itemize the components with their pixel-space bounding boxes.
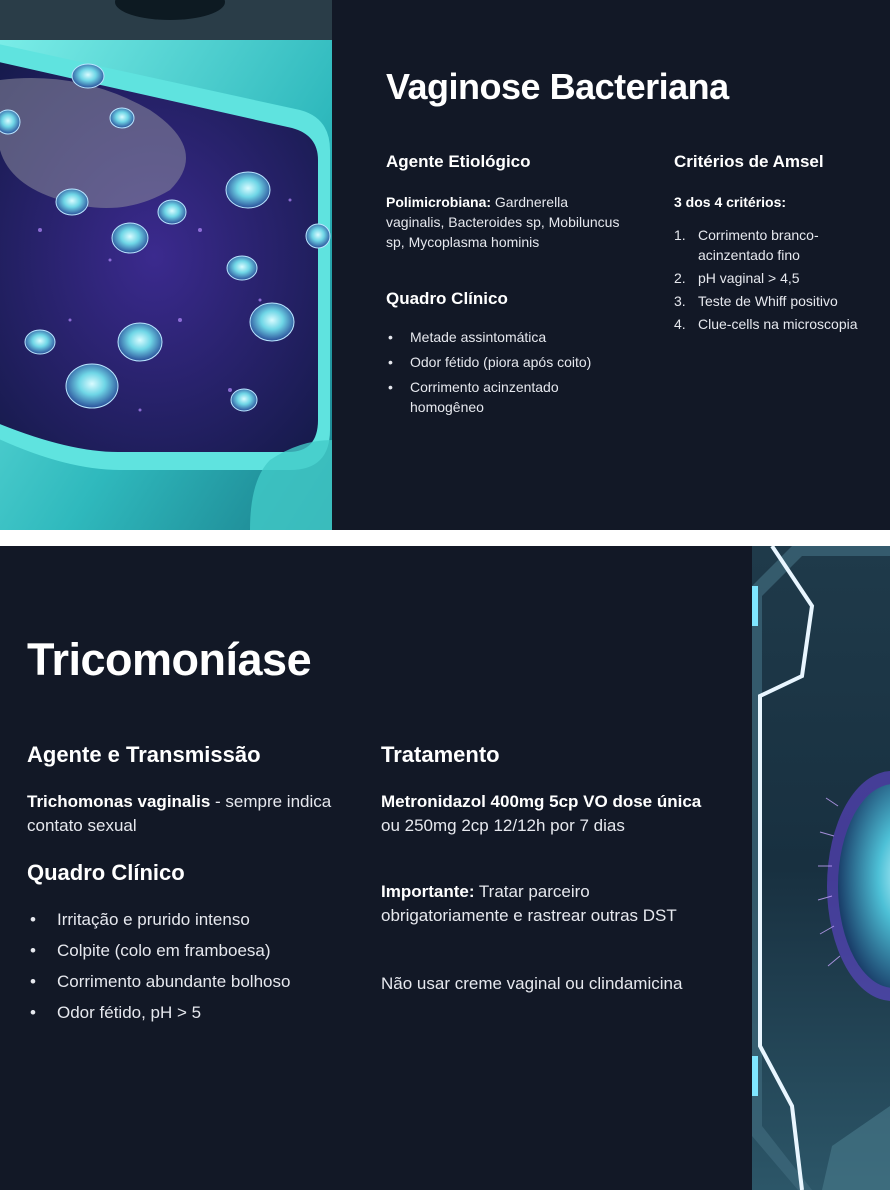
tratamento-importante bbox=[381, 880, 711, 928]
quadro-list bbox=[27, 908, 357, 1032]
quadro-heading: Quadro Clínico bbox=[27, 860, 185, 885]
agente-lead: Polimicrobiana: bbox=[386, 194, 492, 210]
tratamento-nota: Não usar creme vaginal ou clindamicina bbox=[381, 974, 683, 993]
amsel-heading: Critérios de Amsel bbox=[674, 152, 824, 171]
list-item bbox=[674, 291, 890, 311]
quadro-list bbox=[386, 327, 636, 422]
list-item: • Colpite (colo em framboesa) bbox=[27, 939, 357, 963]
slide-tricomoniase bbox=[0, 546, 890, 1190]
list-number: 4. bbox=[674, 316, 686, 332]
list-item bbox=[674, 225, 890, 265]
tratamento-importante-text: Tratar parceiro obrigatoriamente e rastrear outras DST bbox=[381, 882, 677, 925]
slide-title: Vaginose Bacteriana bbox=[386, 66, 729, 107]
tratamento-dose bbox=[381, 790, 711, 838]
tratamento-dose-lead: Metronidazol 400mg 5cp VO dose única bbox=[381, 792, 702, 811]
slide-title: Tricomoníase bbox=[27, 634, 312, 685]
list-number: 2. bbox=[674, 270, 686, 286]
list-item: • Metade assintomática bbox=[386, 327, 636, 347]
tratamento-dose-text: ou 250mg 2cp 12/12h por 7 dias bbox=[381, 816, 625, 835]
amsel-list bbox=[674, 225, 890, 337]
list-number: 1. bbox=[674, 227, 686, 243]
agente-text bbox=[27, 790, 347, 838]
quadro-heading: Quadro Clínico bbox=[386, 289, 508, 308]
list-number: 3. bbox=[674, 293, 686, 309]
list-item: • Corrimento abundante bolhoso bbox=[27, 970, 357, 994]
tratamento-importante-lead: Importante: bbox=[381, 882, 475, 901]
list-item: • Irritação e prurido intenso bbox=[27, 908, 357, 932]
list-text: pH vaginal > 4,5 bbox=[698, 270, 800, 286]
agente-body: Gardnerella vaginalis, Bacteroides sp, Mobiluncus sp, Mycoplasma hominis bbox=[386, 194, 620, 250]
amsel-subheading: 3 dos 4 critérios: bbox=[674, 194, 787, 210]
agente-heading: Agente e Transmissão bbox=[27, 742, 261, 767]
agente-lead: Trichomonas vaginalis bbox=[27, 792, 211, 811]
list-item bbox=[674, 268, 890, 288]
list-item: • Odor fétido, pH > 5 bbox=[27, 1001, 357, 1025]
list-item: • Odor fétido (piora após coito) bbox=[386, 352, 636, 372]
list-text: Corrimento branco-acinzentado fino bbox=[698, 227, 819, 263]
tratamento-heading: Tratamento bbox=[381, 742, 500, 767]
list-text: Teste de Whiff positivo bbox=[698, 293, 838, 309]
agente-heading: Agente Etiológico bbox=[386, 152, 531, 171]
list-item bbox=[674, 314, 890, 334]
agente-body: - sempre indica contato sexual bbox=[27, 792, 332, 835]
bacteria-dish-image bbox=[0, 0, 332, 530]
agente-text bbox=[386, 192, 626, 252]
trichomonas-lab-image bbox=[752, 546, 890, 1190]
slide-vaginose-bacteriana bbox=[0, 0, 890, 530]
list-text: Clue-cells na microscopia bbox=[698, 316, 858, 332]
list-item: • Corrimento acinzentado homogêneo bbox=[386, 377, 636, 417]
